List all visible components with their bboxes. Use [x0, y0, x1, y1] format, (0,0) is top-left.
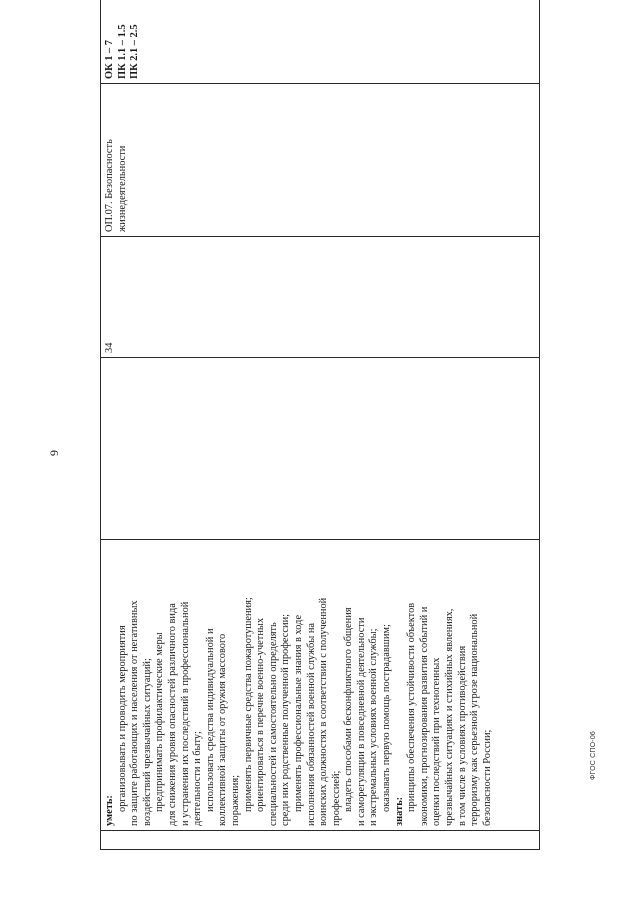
skill-line: организовывать и проводить мероприятия	[116, 625, 128, 812]
skill-line: и экстремальных условиях военной службы;	[368, 628, 380, 826]
competency-code: ПК 1.1 – 1.5	[116, 24, 128, 79]
index-cell	[101, 831, 540, 850]
knowledge-line: чрезвычайных ситуациях и стихийных явлениях,	[444, 608, 456, 826]
discipline-cell: ОП.07. Безопасность жизнедеятельности	[101, 84, 540, 237]
skill-line: воинских должностях в соответствии с полученной	[318, 597, 330, 826]
skill-line: по защите работающих и населения от негативных	[129, 600, 141, 826]
knowledge-line: экономики, прогнозирования развития событий и	[418, 606, 430, 826]
skill-line: специальностей и самостоятельно определять	[267, 622, 279, 826]
knowledge-line: терроризму как серьезной угрозе национальной	[469, 613, 481, 826]
skill-line: для снижения уровня опасностей различного вида	[166, 603, 178, 826]
competency-table	[100, 0, 540, 850]
skill-line: и саморегуляции в повседневной деятельности	[355, 617, 367, 826]
skill-line: воздействий чрезвычайных ситуаций;	[141, 658, 153, 826]
skill-line: применять профессиональные знания в ходе	[292, 614, 304, 812]
skill-line: использовать средства индивидуальной и	[204, 628, 216, 812]
skills-knowledge-cell	[101, 540, 540, 831]
table-frame	[100, 24, 540, 850]
knowledge-line: оценки последствий при техногенных	[431, 657, 443, 826]
skill-line: деятельности и быту;	[192, 731, 204, 826]
skill-line: ориентироваться в перечне военно-учетных	[255, 617, 267, 812]
max-hours-cell	[101, 358, 540, 540]
table-row	[101, 0, 540, 850]
competencies-cell	[101, 0, 540, 84]
skill-line: и устранения их последствий в профессиональной	[179, 601, 191, 826]
page-number: 9	[47, 450, 61, 456]
skill-line: среди них родственные полученной профессии;	[280, 613, 292, 826]
skill-line: поражения;	[229, 774, 241, 826]
knowledge-line: принципы обеспечения устойчивости объектов	[406, 602, 418, 812]
skill-line: применять первичные средства пожаротушения;	[242, 597, 254, 812]
skill-line: исполнения обязанностей военной службы на	[305, 622, 317, 826]
skill-line: предпринимать профилактические меры	[154, 632, 166, 812]
required-hours-cell: 34	[101, 237, 540, 358]
skill-line: владеть способами бесконфликтного общения	[343, 607, 355, 812]
knowledge-line: в том числе в условиях противодействия	[456, 645, 468, 826]
document-footer: ФГОС СПО-06	[590, 730, 597, 780]
skill-line: профессией;	[330, 770, 342, 826]
skills-heading: уметь:	[104, 795, 115, 826]
knowledge-line: безопасности России;	[481, 729, 493, 826]
skill-line: оказывать первую помощь пострадавшим;	[381, 624, 393, 812]
competency-code: ОК 1 – 7	[104, 40, 115, 79]
competency-code: ПК 2.1 – 2.5	[129, 24, 141, 79]
knowledge-heading: знать:	[393, 796, 405, 826]
skill-line: коллективной защиты от оружия массового	[217, 633, 229, 826]
